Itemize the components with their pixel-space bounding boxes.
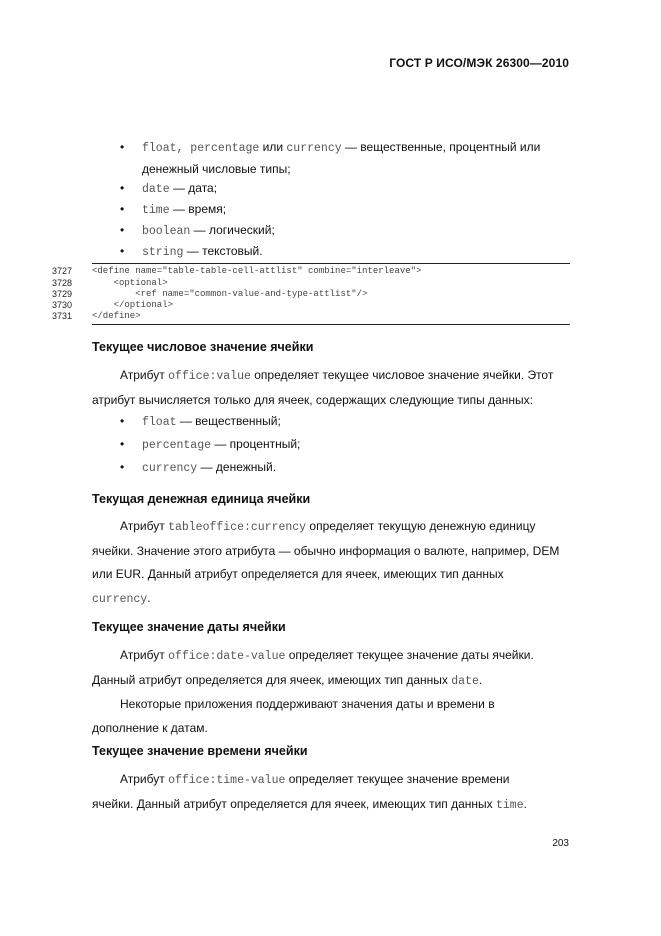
paragraph: [92, 644, 570, 740]
code-line-number: 3731: [52, 311, 73, 321]
code-term: currency: [286, 142, 342, 155]
code-term: date: [451, 674, 479, 688]
paragraph: [92, 364, 570, 412]
bullet-icon: •: [120, 181, 125, 195]
code-line-number: 3727: [52, 266, 73, 276]
code-term: office:value: [168, 370, 251, 383]
section-heading: Текущее значение даты ячейки: [92, 620, 286, 634]
paragraph-text: определяет текущее значение времени: [285, 772, 510, 786]
code-term: date: [142, 183, 170, 196]
code-line: </define>: [92, 311, 141, 321]
list-text: — дата;: [169, 181, 218, 195]
paragraph-text: атрибут вычисляется только для ячеек, содержащих следующие типы данных:: [92, 392, 533, 407]
section-heading: Текущее значение времени ячейки: [92, 744, 308, 758]
code-line: </optional>: [92, 300, 174, 310]
list-text: — логический;: [190, 223, 275, 237]
code-term: office:date-value: [168, 650, 286, 663]
list-text: — текстовый.: [183, 244, 263, 258]
code-term: currency: [142, 462, 198, 475]
list-text: — денежный.: [197, 460, 277, 474]
paragraph: [92, 515, 570, 611]
code-term: currency: [92, 592, 148, 606]
code-term: office:time-value: [168, 774, 286, 787]
paragraph-text: Данный атрибут определяется для ячеек, имеющих тип данных: [92, 672, 452, 687]
paragraph-text: определяет текущее числовое значение ячейки. Этот: [250, 368, 554, 382]
code-term: time: [142, 204, 170, 217]
paragraph: [92, 768, 570, 817]
code-term: float: [142, 416, 177, 429]
code-term: string: [142, 246, 184, 259]
code-listing: [92, 263, 570, 325]
paragraph-text: Атрибут: [120, 368, 169, 382]
code-term: percentage: [142, 439, 212, 452]
code-line: <optional>: [92, 278, 168, 288]
code-term: time: [496, 798, 524, 812]
paragraph-text: .: [523, 796, 527, 811]
bullet-icon: •: [120, 140, 125, 154]
paragraph-text: Атрибут: [120, 648, 169, 662]
list-text: — вещественный;: [176, 414, 281, 428]
paragraph-text: .: [147, 590, 151, 605]
paragraph-text: или EUR. Данный атрибут определяется для ячеек, имеющих тип данных: [92, 567, 504, 581]
bullet-icon: •: [120, 223, 125, 237]
paragraph-text: Некоторые приложения поддерживают значения даты и времени в: [120, 697, 495, 711]
list-text: или: [259, 140, 287, 154]
code-term: float, percentage: [142, 142, 260, 155]
code-term: boolean: [142, 225, 191, 238]
bullet-icon: •: [120, 437, 125, 451]
section-heading: Текущее числовое значение ячейки: [92, 340, 314, 354]
list-text: денежный числовые типы;: [142, 162, 291, 176]
bullet-icon: •: [120, 202, 125, 216]
list-text: — вещественные, процентный или: [341, 140, 541, 154]
page-number: 203: [552, 838, 569, 849]
paragraph-text: .: [478, 672, 483, 687]
code-line-number: 3728: [52, 278, 73, 288]
paragraph-text: ячейки. Данный атрибут определяется для ячеек, имеющих тип данных: [92, 796, 496, 811]
paragraph-text: дополнение к датам.: [92, 720, 208, 735]
bullet-icon: •: [120, 414, 125, 428]
code-line-number: 3730: [52, 300, 73, 310]
paragraph-text: определяет текущую денежную единицу: [306, 519, 536, 533]
code-line: <define name="table-table-cell-attlist" combine="interleave">: [92, 266, 422, 276]
bullet-icon: •: [120, 460, 125, 474]
code-line: <ref name="common-value-and-type-attlist"/>: [92, 289, 368, 299]
code-term: tableoffice:currency: [168, 521, 307, 534]
bullet-icon: •: [120, 244, 125, 258]
paragraph-text: ячейки. Значение этого атрибута — обычно информация о валюте, например, DEM: [92, 543, 560, 558]
list-text: — процентный;: [211, 437, 301, 451]
section-heading: Текущая денежная единица ячейки: [92, 492, 311, 506]
document-standard-header: ГОСТ Р ИСО/МЭК 26300—2010: [389, 56, 569, 70]
list-text: — время;: [169, 202, 227, 216]
paragraph-text: определяет текущее значение даты ячейки.: [285, 648, 534, 662]
paragraph-text: Атрибут: [120, 519, 169, 533]
paragraph-text: Атрибут: [120, 772, 169, 786]
code-line-number: 3729: [52, 289, 73, 299]
